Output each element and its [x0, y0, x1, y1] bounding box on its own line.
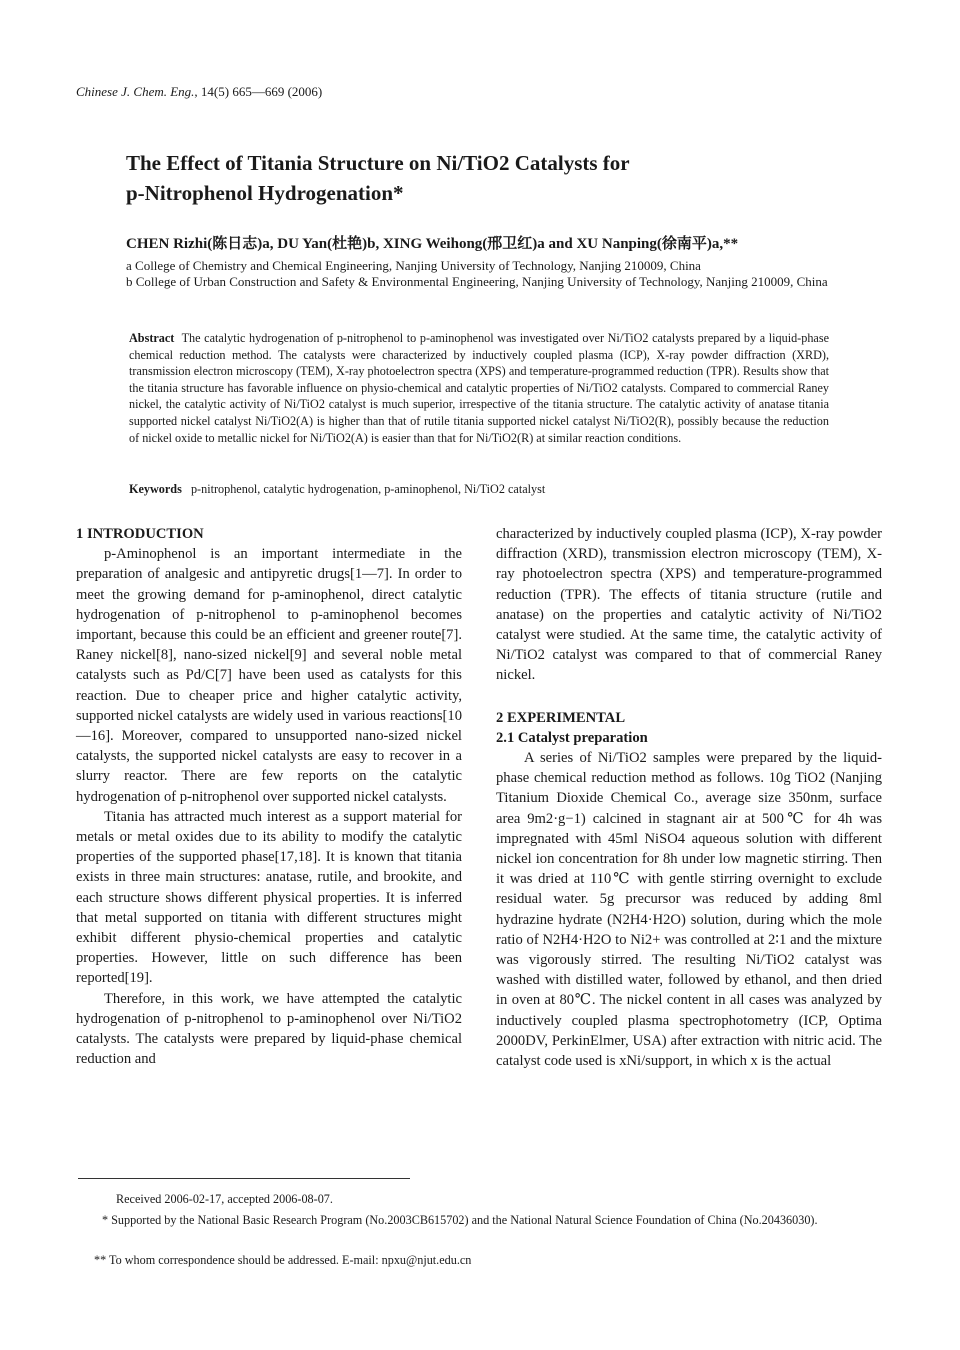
section-heading-introduction: 1 INTRODUCTION	[76, 526, 204, 542]
footnote-correspondence: ** To whom correspondence should be addressed. E-mail: npxu@njut.edu.cn	[94, 1253, 472, 1267]
affiliation-a: a College of Chemistry and Chemical Engineering, Nanjing University of Technology, Nanjing 210009, China	[126, 258, 701, 273]
section-heading-experimental: 2 EXPERIMENTAL	[496, 709, 626, 726]
footnote-support: * Supported by the National Basic Research Program (No.2003CB615702) and the National Natural Science Foundation of China (No.20436030).	[102, 1213, 818, 1227]
keywords-block	[129, 482, 829, 497]
footnote-received: Received 2006-02-17, accepted 2006-08-07.	[116, 1192, 333, 1206]
keywords-label: Keywords	[129, 482, 182, 496]
footnote-divider	[78, 1178, 410, 1179]
subsection-heading-catalyst-preparation: 2.1 Catalyst preparation	[496, 729, 648, 746]
preparation-paragraph-1: A series of Ni/TiO2 samples were prepared by the liquid-phase chemical reduction method as follows. 10g TiO2 (Nanjing Titanium Dioxide Chemical Co., average size 350nm, surface area 9m2·g−1) calcined in stagnant air at 500℃ for 4h was impregnated with 45ml NiSO4 aqueous solution with different nickel ion concentration for 8h under low magnetic stirring. Then it was dried at 110℃ with gentle stirring overnight to exclude residual water. 5g precursor was reduced by adding 8ml hydrazine hydrate (N2H4·H2O) solution, during which the mole ratio of N2H4·H2O to Ni2+ was controlled at 2∶1 and the mixture was vigorously stirred. The resulting Ni/TiO2 catalyst was washed with distilled water, followed by ethanol, and then dried in oven at 80℃. The nickel content in all cases was analyzed by inductively coupled plasma spectrophotometry (ICP, Optima 2000DV, PerkinElmer, USA) after extraction with nitric acid. The catalyst code used is xNi/support, in which x is the actual	[496, 750, 882, 1070]
journal-name: Chinese J. Chem. Eng.	[76, 84, 195, 99]
paper-title-line-2: p-Nitrophenol Hydrogenation*	[126, 181, 404, 205]
abstract-text: The catalytic hydrogenation of p-nitrophenol to p-aminophenol was investigated over Ni/TiO2 catalysts prepared by a liquid-phase chemical reduction method. The catalysts were characterized by inductively coupled plasma (ICP), X-ray powder diffraction (XRD), transmission electron microscopy (TEM), X-ray photoelectron spectra (XPS) and temperature-programmed reduction (TPR). Results show that the titania structure has favorable influence on physio-chemical and catalytic properties of Ni/TiO2 catalysts. Compared to commercial Raney nickel, the catalytic activity of Ni/TiO2 catalyst is much superior, irrespective of the titania structure. The catalytic activity of anatase titania supported nickel catalyst Ni/TiO2(A) is higher than that of rutile titania supported nickel catalyst Ni/TiO2(R), possibly because the reduction of nickel oxide to metallic nickel for Ni/TiO2(A) is easier than that for Ni/TiO2(R) at similar reaction conditions.	[129, 331, 829, 445]
author-list: CHEN Rizhi(陈日志)a, DU Yan(杜艳)b, XING Weihong(邢卫红)a and XU Nanping(徐南平)a,**	[126, 236, 739, 252]
paper-title	[126, 148, 846, 208]
intro-paragraph-2: Titania has attracted much interest as a support material for metals or metal oxides due to its ability to modify the catalytic properties of the supported phase[17,18]. It is known that titania exists in three main structures: anatase, rutile, and brookite, and each structure shows different physical properties. It is inferred that metal supported on titania with different structures might exhibit different physio-chemical properties and catalytic properties. However, little on such difference has been reported[19].	[76, 808, 462, 987]
keywords-text: p-nitrophenol, catalytic hydrogenation, p-aminophenol, Ni/TiO2 catalyst	[190, 482, 546, 496]
paper-title-line-1: The Effect of Titania Structure on Ni/TiO2 Catalysts for	[126, 151, 630, 175]
right-column	[496, 524, 882, 1071]
intro-paragraph-3: Therefore, in this work, we have attempted the catalytic hydrogenation of p-nitrophenol to p-aminophenol over Ni/TiO2 catalysts. The catalysts were prepared by liquid-phase chemical reduction and	[76, 990, 462, 1068]
left-column	[76, 524, 462, 1069]
abstract-label: Abstract	[129, 331, 175, 345]
journal-volume-pages: , 14(5) 665—669 (2006)	[194, 84, 323, 99]
journal-citation	[76, 84, 322, 100]
abstract-block	[129, 330, 829, 446]
intro-paragraph-1: p-Aminophenol is an important intermediate in the preparation of analgesic and antipyretic drugs[1—7]. In order to meet the growing demand for p-aminophenol, direct catalytic hydrogenation of p-nitrophenol to p-aminophenol becomes important, because this could be an efficient and greener route[7]. Raney nickel[8], nano-sized nickel[9] and several noble metal catalysts such as Pd/C[7] have been used as catalysts for this reaction. Due to cheaper price and higher catalytic activity, supported nickel catalysts are widely used in various reactions[10—16]. Moreover, compared to unsupported nano-sized nickel catalysts, the supported nickel catalysts are easy to recover in a slurry reactor. There are few reports on the catalytic hydrogenation of p-nitrophenol over supported nickel catalysts.	[76, 546, 462, 805]
affiliation-b: b College of Urban Construction and Safety & Environmental Engineering, Nanjing University of Technology, Nanjing 210009, China	[126, 274, 828, 289]
intro-paragraph-3-continued: characterized by inductively coupled plasma (ICP), X-ray powder diffraction (XRD), transmission electron microscopy (TEM), X-ray photoelectron spectra (XPS) and temperature-programmed reduction (TPR). The effects of titania structure (rutile and anatase) on the properties and catalytic activity of Ni/TiO2 catalyst were studied. At the same time, the catalytic activity of Ni/TiO2 catalyst was compared to that of commercial Raney nickel.	[496, 526, 882, 684]
